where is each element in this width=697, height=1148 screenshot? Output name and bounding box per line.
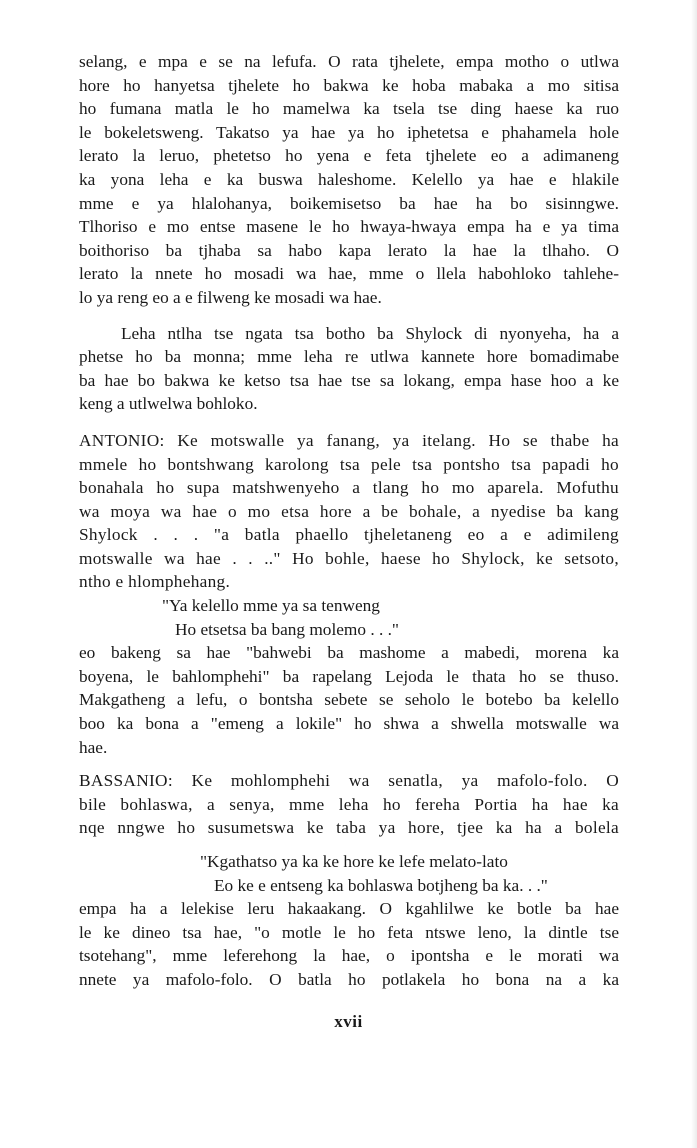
text-line: Shylock . . . "a batla phaello tjheletaneng eo a e adimileng (79, 525, 619, 545)
text-line: bile bohlaswa, a senya, mme leha ho fereha Portia ha hae ka (79, 794, 619, 814)
verse-line: "Ya kelello mme ya sa tenweng (162, 596, 380, 616)
text-line: ka yona leha e ka buswa haleshome. Kelello ya hae e hlakile (79, 169, 619, 189)
paragraph-shylock-summary (79, 322, 619, 416)
verse-line: Eo ke e entseng ka bohlaswa botjheng ba ka. . ." (214, 875, 548, 895)
verse-line: "Kgathatso ya ka ke hore ke lefe melato-lato (200, 852, 508, 871)
paragraph-bassanio (79, 769, 619, 840)
verse-line: Ho etsetsa ba bang molemo . . ." (175, 619, 399, 639)
quoted-verse-antonio (79, 594, 619, 641)
text-line: le ke dineo tsa hae, "o motle le ho feta ntswe leno, la dintle tse (79, 922, 619, 942)
text-line: boithoriso ba tjhaba sa habo kapa lerato la hae la tlhaho. O (79, 240, 619, 260)
paragraph-bassanio-continued (79, 897, 619, 991)
text-line: nqe nngwe ho susumetswa ke taba ya hore, tjee ka ha a bolela (79, 818, 619, 838)
text-line: ho fumana matla le ho mamelwa ka tsela tse ding haese ka ruo (79, 99, 619, 119)
text-line: eo bakeng sa hae "bahwebi ba mashome a mabedi, morena ka (79, 643, 619, 663)
text-line: lerato la leruo, phetetso ho yena e feta tjhelete eo a adimaneng (79, 146, 619, 166)
text-line: tsotehang", mme leferehong la hae, o ipontsha e le morati wa (79, 946, 619, 966)
body-text (79, 50, 619, 992)
quoted-verse-bassanio (79, 850, 619, 897)
page-number: xvii (334, 1012, 363, 1031)
paragraph-antonio-continued (79, 641, 619, 759)
text-line: Makgatheng a lefu, o bontsha sebete se seholo le botebo ba kelello (79, 690, 619, 710)
text-line: ANTONIO: Ke motswalle ya fanang, ya itelang. Ho se thabe ha (79, 430, 619, 450)
text-line: keng a utlwelwa bohloko. (79, 394, 258, 414)
text-line: mme e ya hlalohanya, boikemisetso ba hae ha bo sisinngwe. (79, 193, 619, 213)
text-line: boyena, le bahlomphehi" ba rapelang Lejoda le thata ho se thuso. (79, 666, 619, 686)
text-line: ntho e hlomphehang. (79, 572, 231, 592)
text-line: nnete ya mafolo-folo. O batla ho potlakela ho bona na a ka (79, 969, 619, 989)
text-line: selang, e mpa e se na lefufa. O rata tjhelete, empa motho o utlwa (79, 52, 619, 71)
text-line: lerato la nnete ho mosadi wa hae, mme o llela habohloko tahlehe- (79, 264, 619, 284)
text-line: Tlhoriso e mo entse masene le ho hwaya-hwaya empa ha e ya tima (79, 217, 619, 237)
paragraph-antonio (79, 429, 619, 594)
text-line: empa ha a lelekise leru hakaakang. O kgahlilwe ke botle ba hae (79, 899, 619, 919)
text-line: hae. (79, 737, 108, 757)
text-line: motswalle wa hae . . .." Ho bohle, haese ho Shylock, ke setsoto, (79, 548, 619, 568)
text-line: bonahala ho supa matshwenyeho a tlang ho mo aparela. Mofuthu (79, 478, 619, 498)
page-edge-shadow (691, 0, 697, 1148)
text-line: mmele ho bontshwang karolong tsa pele tsa pontsho tsa papadi ho (79, 454, 619, 474)
text-line: phetse ho ba monna; mme leha re utlwa kannete hore bomadimabe (79, 347, 619, 367)
text-line: BASSANIO: Ke mohlomphehi wa senatla, ya mafolo-folo. O (79, 771, 619, 791)
text-line: Leha ntlha tse ngata tsa botho ba Shylock di nyonyeha, ha a (121, 323, 619, 343)
text-line: le bokeletsweng. Takatso ya hae ya ho iphetetsa e phahamela hole (79, 122, 619, 142)
text-line: hore ho hanyetsa tjhelete ho bakwa ke hoba mabaka a mo sitisa (79, 75, 619, 95)
text-line: boo ka bona a "emeng a lokile" ho shwa a shwella motswalle wa (79, 714, 619, 734)
paragraph-shylock-character (79, 50, 619, 310)
text-line: wa moya wa hae o mo etsa hore a be bohale, a nyedise ba kang (79, 501, 619, 521)
text-line: lo ya reng eo a e filweng ke mosadi wa hae. (79, 287, 382, 307)
text-line: ba hae bo bakwa ke ketso tsa hae tse sa lokang, empa hase hoo a ke (79, 370, 619, 390)
